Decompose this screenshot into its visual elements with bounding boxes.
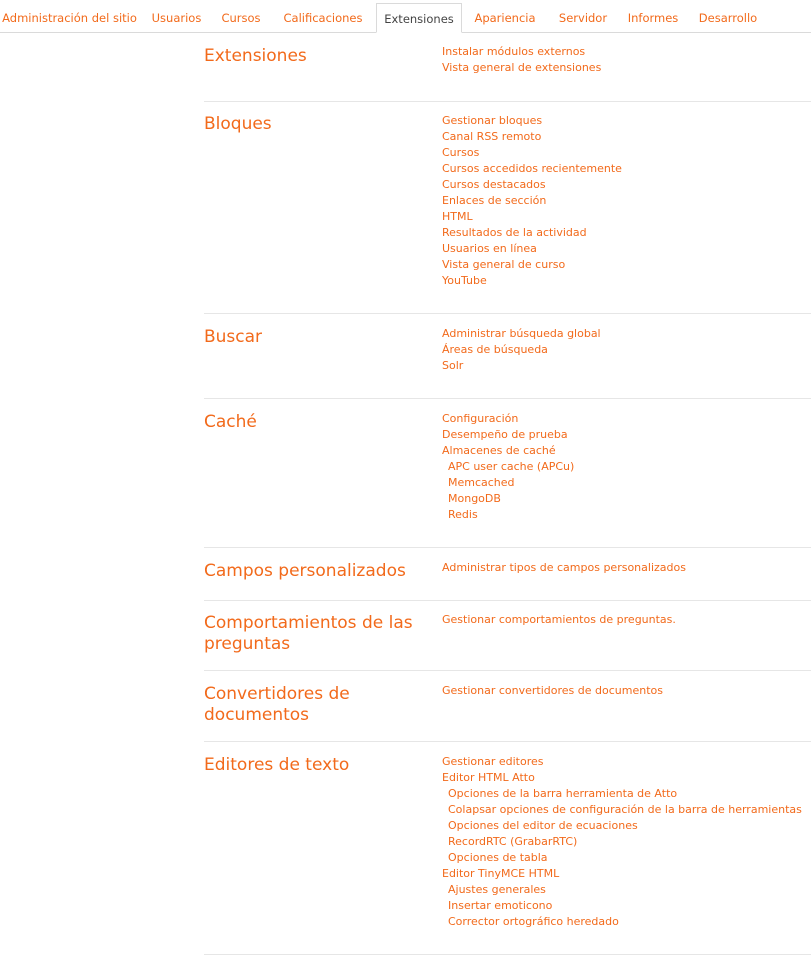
- link-redis[interactable]: Redis: [448, 508, 478, 521]
- section-heading[interactable]: Extensiones: [204, 46, 307, 66]
- section-divider: [204, 670, 811, 671]
- link-cursos-destacados[interactable]: Cursos destacados: [442, 178, 546, 191]
- section-heading[interactable]: Caché: [204, 412, 257, 432]
- section-comportamientos-preguntas: [204, 613, 811, 671]
- section-links: [442, 683, 663, 699]
- link-editor-html-atto[interactable]: Editor HTML Atto: [442, 771, 535, 784]
- link-gestionar-bloques[interactable]: Gestionar bloques: [442, 114, 543, 127]
- link-colapsar-opciones-barra[interactable]: Colapsar opciones de configuración de la barra de herramientas: [448, 803, 802, 816]
- section-heading[interactable]: Comportamientos de las preguntas: [204, 613, 413, 654]
- tab-calificaciones[interactable]: Calificaciones: [283, 11, 363, 25]
- section-links: [442, 113, 622, 289]
- link-desempeno-de-prueba[interactable]: Desempeño de prueba: [442, 428, 568, 441]
- link-vista-general-de-curso[interactable]: Vista general de curso: [442, 258, 566, 271]
- link-configuracion[interactable]: Configuración: [442, 412, 519, 425]
- section-heading[interactable]: Editores de texto: [204, 755, 350, 775]
- tab-usuarios[interactable]: Usuarios: [151, 11, 202, 25]
- section-divider: [204, 313, 811, 314]
- link-memcached[interactable]: Memcached: [448, 476, 515, 489]
- link-opciones-de-tabla[interactable]: Opciones de tabla: [448, 851, 548, 864]
- tab-apariencia[interactable]: Apariencia: [474, 11, 536, 25]
- section-heading[interactable]: Buscar: [204, 327, 263, 347]
- link-recordrtc[interactable]: RecordRTC (GrabarRTC): [448, 835, 578, 848]
- link-html[interactable]: HTML: [442, 210, 473, 223]
- section-divider: [204, 101, 811, 102]
- section-links: [442, 326, 601, 374]
- link-solr[interactable]: Solr: [442, 359, 464, 372]
- link-usuarios-en-linea[interactable]: Usuarios en línea: [442, 242, 537, 255]
- section-links: [442, 612, 676, 628]
- section-heading[interactable]: Convertidores de documentos: [204, 684, 350, 725]
- section-heading[interactable]: Bloques: [204, 114, 272, 134]
- section-heading[interactable]: Campos personalizados: [204, 561, 406, 581]
- link-opciones-barra-herramienta-atto[interactable]: Opciones de la barra herramienta de Atto: [448, 787, 678, 800]
- link-administrar-busqueda-global[interactable]: Administrar búsqueda global: [442, 327, 601, 340]
- link-youtube[interactable]: YouTube: [442, 274, 487, 287]
- link-almacenes-de-cache[interactable]: Almacenes de caché: [442, 444, 556, 457]
- link-vista-general-de-extensiones[interactable]: Vista general de extensiones: [442, 61, 602, 74]
- tab-extensiones[interactable]: Extensiones: [376, 3, 462, 33]
- section-divider: [204, 600, 811, 601]
- link-administrar-tipos-de-campos[interactable]: Administrar tipos de campos personalizados: [442, 561, 686, 574]
- tab-cursos[interactable]: Cursos: [221, 11, 261, 25]
- admin-tabs: [0, 0, 811, 33]
- link-ajustes-generales[interactable]: Ajustes generales: [448, 883, 546, 896]
- section-divider: [204, 398, 811, 399]
- tab-servidor[interactable]: Servidor: [558, 11, 608, 25]
- section-editores-de-texto: [204, 755, 811, 956]
- link-areas-de-busqueda[interactable]: Áreas de búsqueda: [442, 343, 548, 356]
- tab-informes[interactable]: Informes: [627, 11, 679, 25]
- link-mongodb[interactable]: MongoDB: [448, 492, 501, 505]
- link-canal-rss-remoto[interactable]: Canal RSS remoto: [442, 130, 542, 143]
- section-links: [442, 560, 686, 576]
- link-gestionar-convertidores[interactable]: Gestionar convertidores de documentos: [442, 684, 663, 697]
- section-divider: [204, 954, 811, 955]
- link-insertar-emoticono[interactable]: Insertar emoticono: [448, 899, 553, 912]
- section-cache: [204, 412, 811, 548]
- link-cursos[interactable]: Cursos: [442, 146, 480, 159]
- section-links: [442, 44, 601, 76]
- tab-desarrollo[interactable]: Desarrollo: [698, 11, 758, 25]
- link-cursos-accedidos-recientemente[interactable]: Cursos accedidos recientemente: [442, 162, 622, 175]
- link-editor-tinymce-html[interactable]: Editor TinyMCE HTML: [442, 867, 560, 880]
- tab-administracion-del-sitio[interactable]: Administración del sitio: [2, 11, 137, 25]
- link-gestionar-editores[interactable]: Gestionar editores: [442, 755, 544, 768]
- section-convertidores-documentos: [204, 684, 811, 742]
- section-links: [442, 411, 574, 523]
- section-divider: [204, 547, 811, 548]
- link-gestionar-comportamientos[interactable]: Gestionar comportamientos de preguntas.: [442, 613, 676, 626]
- link-enlaces-de-seccion[interactable]: Enlaces de sección: [442, 194, 547, 207]
- section-buscar: [204, 327, 811, 399]
- section-divider: [204, 741, 811, 742]
- link-resultados-de-la-actividad[interactable]: Resultados de la actividad: [442, 226, 587, 239]
- section-links: [442, 754, 802, 930]
- link-corrector-ortografico[interactable]: Corrector ortográfico heredado: [448, 915, 619, 928]
- link-apc-user-cache[interactable]: APC user cache (APCu): [448, 460, 575, 473]
- link-opciones-editor-ecuaciones[interactable]: Opciones del editor de ecuaciones: [448, 819, 638, 832]
- link-instalar-modulos-externos[interactable]: Instalar módulos externos: [442, 45, 586, 58]
- section-bloques: [204, 114, 811, 314]
- section-extensiones: [204, 46, 811, 102]
- section-campos-personalizados: [204, 561, 811, 601]
